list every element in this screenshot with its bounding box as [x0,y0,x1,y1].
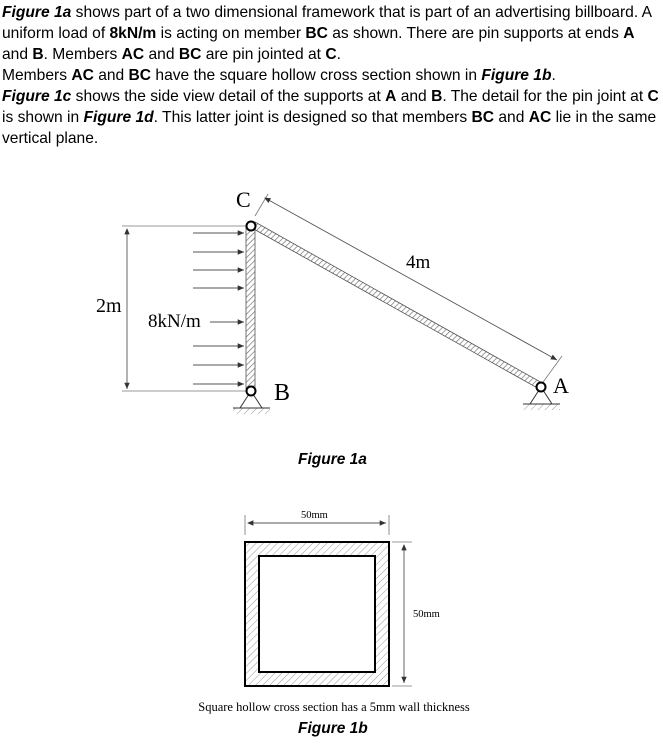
text-run: have the square hollow cross section shown in [151,67,482,84]
figure-ref: Figure 1c [2,88,72,105]
figure-ref: Figure 1d [83,109,154,126]
text-run: . The detail for the pin joint at [442,88,648,105]
width-dimension-label: 50mm [301,510,328,521]
load-label: 8kN/m [148,311,201,332]
figure-ref: Figure 1b [481,67,552,84]
text-run: and [144,46,179,63]
member-label: AC [71,67,94,84]
text-run: and [2,46,33,63]
figure-1a [96,187,569,468]
text-run: as shown. There are pin supports at ends [327,25,624,42]
pin-a [537,383,546,392]
member-label: BC [128,67,152,84]
text-run: and [396,88,432,105]
length-dimension-line [265,198,557,360]
joint-label: C [325,46,337,63]
member-label: BC [471,109,495,126]
dim-extension-c [255,194,268,216]
support-label: B [32,46,44,63]
joint-c-label: C [236,187,251,212]
joint-label: C [647,88,659,105]
inner-outline [259,556,375,672]
height-dimension-label: 2m [96,295,122,317]
member-label: AC [528,109,552,126]
text-run: shows the side view detail of the supports at [71,88,386,105]
text-run: . [551,67,556,84]
support-label: A [623,25,635,42]
text-run: is shown in [2,109,84,126]
pin-c [247,222,256,231]
member-label: AC [121,46,145,63]
figure-1b [198,510,470,737]
load-arrows [193,233,244,384]
support-label: A [385,88,397,105]
section-note: Square hollow cross section has a 5mm wall thickness [198,700,470,714]
text-run: are pin jointed at [201,46,326,63]
text-run: Members [2,67,72,84]
height-dimension-label-1b: 50mm [413,609,440,620]
support-b-label: B [274,380,291,406]
text-run: . This latter joint is designed so that members [153,109,472,126]
outer-outline [245,542,389,686]
member-ac [252,222,544,390]
figure-1b-caption: Figure 1b [298,720,368,737]
text-run: . [336,46,341,63]
hollow-section-wall [245,542,389,686]
member-bc [246,226,255,389]
figure-1a-caption: Figure 1a [298,451,367,468]
load-value: 8kN/m [109,25,157,42]
pin-b [247,387,256,396]
support-label: B [431,88,443,105]
length-dimension-label: 4m [406,252,431,273]
text-run: and [93,67,129,84]
text-run: and [494,109,529,126]
support-a-label: A [553,373,569,398]
text-run: lie in the same vertical plane. [2,109,657,147]
figure-ref: Figure 1a [2,4,72,21]
text-run: is acting on member [156,25,306,42]
member-label: BC [178,46,202,63]
member-label: BC [305,25,328,42]
text-run: shows part of a two dimensional framework that is part of an advertising billboard. A uniform load of [2,4,652,42]
text-run: . Members [43,46,122,63]
